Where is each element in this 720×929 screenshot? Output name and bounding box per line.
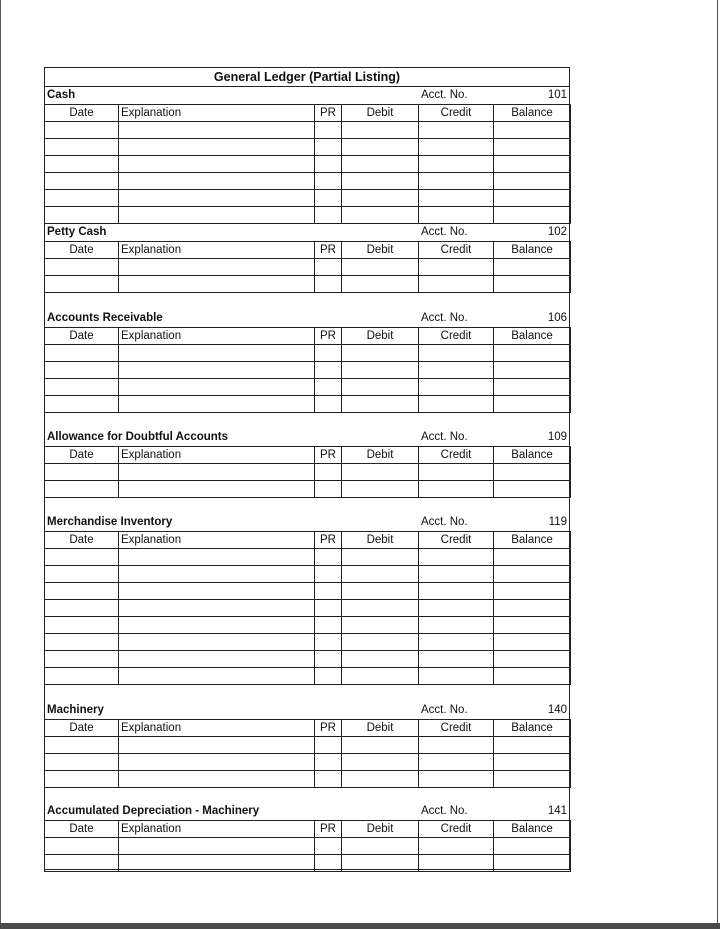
account-number: 140	[547, 704, 567, 716]
cell-explanation[interactable]	[119, 259, 315, 276]
cell-date[interactable]	[45, 566, 119, 583]
column-header-explanation: Explanation	[119, 328, 315, 345]
cell-credit[interactable]	[419, 173, 494, 190]
cell-balance[interactable]	[494, 379, 571, 396]
cell-balance[interactable]	[494, 566, 571, 583]
table-row	[45, 481, 571, 498]
account-section-merchandise-inventory	[45, 514, 569, 685]
cell-explanation[interactable]	[119, 396, 315, 413]
column-header-row	[45, 328, 571, 345]
table-row	[45, 737, 571, 754]
cell-explanation[interactable]	[119, 464, 315, 481]
column-header-date: Date	[45, 821, 119, 838]
account-section-accumulated-depreciation-machinery	[45, 803, 569, 872]
column-header-row	[45, 242, 571, 259]
cell-credit[interactable]	[419, 634, 494, 651]
table-row	[45, 566, 571, 583]
cell-pr[interactable]	[315, 838, 342, 855]
column-header-balance: Balance	[494, 242, 571, 259]
cell-balance[interactable]	[494, 634, 571, 651]
cell-debit[interactable]	[342, 771, 419, 788]
cell-debit[interactable]	[342, 276, 419, 293]
column-header-debit: Debit	[342, 242, 419, 259]
cell-date[interactable]	[45, 634, 119, 651]
table-row	[45, 600, 571, 617]
account-number: 119	[548, 516, 567, 528]
cell-date[interactable]	[45, 345, 119, 362]
table-row	[45, 754, 571, 771]
column-header-explanation: Explanation	[119, 720, 315, 737]
column-header-date: Date	[45, 328, 119, 345]
cell-balance[interactable]	[494, 396, 571, 413]
cell-pr[interactable]	[315, 771, 342, 788]
column-header-credit: Credit	[419, 532, 494, 549]
cell-debit[interactable]	[342, 617, 419, 634]
cell-date[interactable]	[45, 617, 119, 634]
column-header-explanation: Explanation	[119, 242, 315, 259]
cell-explanation[interactable]	[119, 122, 315, 139]
account-number: 102	[547, 226, 567, 238]
cell-pr[interactable]	[315, 583, 342, 600]
account-section-cash	[45, 87, 569, 224]
cell-pr[interactable]	[315, 634, 342, 651]
column-header-row	[45, 447, 571, 464]
column-header-balance: Balance	[494, 532, 571, 549]
cell-balance[interactable]	[494, 771, 571, 788]
cell-balance[interactable]	[494, 122, 571, 139]
column-header-pr: PR	[315, 242, 342, 259]
cell-debit[interactable]	[342, 396, 419, 413]
account-header	[45, 514, 569, 531]
account-header	[45, 224, 569, 241]
cell-debit[interactable]	[342, 139, 419, 156]
cell-debit[interactable]	[342, 634, 419, 651]
cell-debit[interactable]	[342, 583, 419, 600]
column-header-row	[45, 532, 571, 549]
cell-pr[interactable]	[315, 464, 342, 481]
cell-debit[interactable]	[342, 600, 419, 617]
cell-balance[interactable]	[494, 464, 571, 481]
cell-pr[interactable]	[315, 259, 342, 276]
cell-debit[interactable]	[342, 379, 419, 396]
cell-pr[interactable]	[315, 362, 342, 379]
table-row	[45, 379, 571, 396]
table-row	[45, 464, 571, 481]
column-header-date: Date	[45, 105, 119, 122]
cell-explanation[interactable]	[119, 737, 315, 754]
cell-date[interactable]	[45, 464, 119, 481]
column-header-credit: Credit	[419, 242, 494, 259]
cell-date[interactable]	[45, 207, 119, 224]
table-row	[45, 122, 571, 139]
cell-pr[interactable]	[315, 668, 342, 685]
column-header-explanation: Explanation	[119, 532, 315, 549]
column-header-pr: PR	[315, 720, 342, 737]
ledger-table	[44, 327, 571, 413]
cell-pr[interactable]	[315, 276, 342, 293]
acct-no-label: Acct. No.	[421, 89, 468, 101]
cell-date[interactable]	[45, 668, 119, 685]
cell-debit[interactable]	[342, 259, 419, 276]
cell-credit[interactable]	[419, 651, 494, 668]
account-number: 106	[547, 312, 567, 324]
column-header-credit: Credit	[419, 447, 494, 464]
column-header-balance: Balance	[494, 720, 571, 737]
table-row	[45, 362, 571, 379]
cell-balance[interactable]	[494, 156, 571, 173]
table-row	[45, 345, 571, 362]
cell-balance[interactable]	[494, 737, 571, 754]
cell-explanation[interactable]	[119, 156, 315, 173]
cell-debit[interactable]	[342, 549, 419, 566]
cell-date[interactable]	[45, 771, 119, 788]
cell-credit[interactable]	[419, 362, 494, 379]
cell-debit[interactable]	[342, 345, 419, 362]
cell-credit[interactable]	[419, 771, 494, 788]
cell-pr[interactable]	[315, 156, 342, 173]
cell-pr[interactable]	[315, 207, 342, 224]
cell-balance[interactable]	[494, 276, 571, 293]
account-name: Cash	[47, 89, 76, 101]
cell-credit[interactable]	[419, 345, 494, 362]
column-header-balance: Balance	[494, 821, 571, 838]
cell-explanation[interactable]	[119, 173, 315, 190]
cell-credit[interactable]	[419, 617, 494, 634]
column-header-debit: Debit	[342, 447, 419, 464]
cell-pr[interactable]	[315, 737, 342, 754]
cell-explanation[interactable]	[119, 600, 315, 617]
column-header-date: Date	[45, 720, 119, 737]
viewer-bottom-bar	[0, 923, 720, 929]
table-row	[45, 838, 571, 855]
table-row	[45, 549, 571, 566]
cell-balance[interactable]	[494, 583, 571, 600]
cell-balance[interactable]	[494, 207, 571, 224]
cell-credit[interactable]	[419, 668, 494, 685]
column-header-debit: Debit	[342, 328, 419, 345]
cell-debit[interactable]	[342, 737, 419, 754]
cell-pr[interactable]	[315, 651, 342, 668]
cell-balance[interactable]	[494, 651, 571, 668]
cell-pr[interactable]	[315, 173, 342, 190]
column-header-balance: Balance	[494, 328, 571, 345]
cell-pr[interactable]	[315, 379, 342, 396]
cell-debit[interactable]	[342, 566, 419, 583]
cell-debit[interactable]	[342, 855, 419, 872]
cell-credit[interactable]	[419, 379, 494, 396]
cell-explanation[interactable]	[119, 276, 315, 293]
ledger-table	[44, 241, 571, 293]
account-section-accounts-receivable	[45, 310, 569, 413]
cell-credit[interactable]	[419, 122, 494, 139]
cell-balance[interactable]	[494, 481, 571, 498]
cell-explanation[interactable]	[119, 481, 315, 498]
cell-date[interactable]	[45, 754, 119, 771]
cell-debit[interactable]	[342, 190, 419, 207]
column-header-date: Date	[45, 532, 119, 549]
table-row	[45, 396, 571, 413]
ledger-table	[44, 820, 571, 872]
cell-credit[interactable]	[419, 566, 494, 583]
cell-credit[interactable]	[419, 583, 494, 600]
acct-no-label: Acct. No.	[421, 516, 468, 528]
cell-explanation[interactable]	[119, 838, 315, 855]
cell-explanation[interactable]	[119, 651, 315, 668]
account-header	[45, 429, 569, 446]
cell-credit[interactable]	[419, 754, 494, 771]
cell-explanation[interactable]	[119, 207, 315, 224]
cell-debit[interactable]	[342, 464, 419, 481]
cell-credit[interactable]	[419, 838, 494, 855]
cell-credit[interactable]	[419, 396, 494, 413]
cell-pr[interactable]	[315, 617, 342, 634]
column-header-explanation: Explanation	[119, 447, 315, 464]
table-row	[45, 139, 571, 156]
table-row	[45, 651, 571, 668]
cell-credit[interactable]	[419, 190, 494, 207]
cell-balance[interactable]	[494, 838, 571, 855]
cell-date[interactable]	[45, 173, 119, 190]
cell-date[interactable]	[45, 651, 119, 668]
account-header	[45, 310, 569, 327]
cell-explanation[interactable]	[119, 668, 315, 685]
column-header-date: Date	[45, 447, 119, 464]
cell-explanation[interactable]	[119, 583, 315, 600]
cell-credit[interactable]	[419, 464, 494, 481]
account-number: 101	[547, 89, 567, 101]
account-name: Petty Cash	[47, 226, 107, 238]
cell-balance[interactable]	[494, 362, 571, 379]
account-name: Accounts Receivable	[47, 312, 163, 324]
column-header-credit: Credit	[419, 105, 494, 122]
cell-credit[interactable]	[419, 276, 494, 293]
cell-explanation[interactable]	[119, 855, 315, 872]
cell-debit[interactable]	[342, 668, 419, 685]
table-row	[45, 190, 571, 207]
cell-explanation[interactable]	[119, 139, 315, 156]
column-header-pr: PR	[315, 532, 342, 549]
cell-explanation[interactable]	[119, 566, 315, 583]
column-header-debit: Debit	[342, 105, 419, 122]
cell-pr[interactable]	[315, 396, 342, 413]
table-row	[45, 207, 571, 224]
cell-credit[interactable]	[419, 549, 494, 566]
cell-credit[interactable]	[419, 156, 494, 173]
table-row	[45, 156, 571, 173]
column-header-debit: Debit	[342, 821, 419, 838]
cell-explanation[interactable]	[119, 345, 315, 362]
cell-date[interactable]	[45, 139, 119, 156]
cell-debit[interactable]	[342, 207, 419, 224]
column-header-pr: PR	[315, 105, 342, 122]
acct-no-label: Acct. No.	[421, 226, 468, 238]
cell-balance[interactable]	[494, 139, 571, 156]
column-header-balance: Balance	[494, 105, 571, 122]
cell-credit[interactable]	[419, 139, 494, 156]
cell-debit[interactable]	[342, 481, 419, 498]
account-name: Allowance for Doubtful Accounts	[47, 431, 229, 443]
table-row	[45, 583, 571, 600]
cell-pr[interactable]	[315, 566, 342, 583]
column-header-pr: PR	[315, 328, 342, 345]
account-header	[45, 87, 569, 104]
cell-balance[interactable]	[494, 754, 571, 771]
cell-balance[interactable]	[494, 259, 571, 276]
ledger-table	[44, 446, 571, 498]
cell-date[interactable]	[45, 583, 119, 600]
account-header	[45, 803, 569, 820]
cell-balance[interactable]	[494, 617, 571, 634]
cell-pr[interactable]	[315, 549, 342, 566]
cell-date[interactable]	[45, 481, 119, 498]
cell-balance[interactable]	[494, 190, 571, 207]
cell-balance[interactable]	[494, 173, 571, 190]
general-ledger	[44, 67, 570, 870]
cell-explanation[interactable]	[119, 617, 315, 634]
account-name: Merchandise Inventory	[47, 516, 173, 528]
cell-pr[interactable]	[315, 190, 342, 207]
cell-explanation[interactable]	[119, 771, 315, 788]
cell-date[interactable]	[45, 379, 119, 396]
cell-balance[interactable]	[494, 549, 571, 566]
cell-date[interactable]	[45, 600, 119, 617]
column-header-debit: Debit	[342, 720, 419, 737]
cell-credit[interactable]	[419, 207, 494, 224]
account-name: Accumulated Depreciation - Machinery	[47, 805, 260, 817]
account-section-machinery	[45, 702, 569, 788]
ledger-table	[44, 531, 571, 685]
cell-date[interactable]	[45, 549, 119, 566]
cell-balance[interactable]	[494, 345, 571, 362]
ledger-title: General Ledger (Partial Listing)	[45, 68, 569, 87]
table-row	[45, 259, 571, 276]
acct-no-label: Acct. No.	[421, 312, 468, 324]
cell-credit[interactable]	[419, 481, 494, 498]
account-section-petty-cash	[45, 224, 569, 293]
cell-date[interactable]	[45, 838, 119, 855]
cell-date[interactable]	[45, 737, 119, 754]
table-row	[45, 855, 571, 872]
cell-date[interactable]	[45, 362, 119, 379]
cell-credit[interactable]	[419, 855, 494, 872]
column-header-credit: Credit	[419, 328, 494, 345]
account-section-allowance-for-doubtful-accounts	[45, 429, 569, 498]
column-header-debit: Debit	[342, 532, 419, 549]
ledger-table	[44, 104, 571, 224]
cell-pr[interactable]	[315, 600, 342, 617]
column-header-row	[45, 821, 571, 838]
cell-credit[interactable]	[419, 259, 494, 276]
cell-balance[interactable]	[494, 668, 571, 685]
column-header-balance: Balance	[494, 447, 571, 464]
cell-pr[interactable]	[315, 122, 342, 139]
cell-debit[interactable]	[342, 754, 419, 771]
acct-no-label: Acct. No.	[421, 805, 468, 817]
column-header-row	[45, 105, 571, 122]
cell-pr[interactable]	[315, 481, 342, 498]
column-header-explanation: Explanation	[119, 105, 315, 122]
cell-date[interactable]	[45, 190, 119, 207]
table-row	[45, 173, 571, 190]
cell-debit[interactable]	[342, 173, 419, 190]
cell-pr[interactable]	[315, 855, 342, 872]
cell-explanation[interactable]	[119, 634, 315, 651]
column-header-date: Date	[45, 242, 119, 259]
column-header-credit: Credit	[419, 720, 494, 737]
cell-credit[interactable]	[419, 737, 494, 754]
column-header-explanation: Explanation	[119, 821, 315, 838]
cell-debit[interactable]	[342, 362, 419, 379]
account-header	[45, 702, 569, 719]
column-header-pr: PR	[315, 447, 342, 464]
table-row	[45, 668, 571, 685]
table-row	[45, 276, 571, 293]
column-header-row	[45, 720, 571, 737]
cell-date[interactable]	[45, 156, 119, 173]
cell-explanation[interactable]	[119, 379, 315, 396]
cell-explanation[interactable]	[119, 549, 315, 566]
cell-date[interactable]	[45, 276, 119, 293]
account-number: 109	[547, 431, 567, 443]
account-name: Machinery	[47, 704, 104, 716]
cell-date[interactable]	[45, 259, 119, 276]
cell-debit[interactable]	[342, 122, 419, 139]
cell-date[interactable]	[45, 855, 119, 872]
cell-explanation[interactable]	[119, 754, 315, 771]
cell-debit[interactable]	[342, 651, 419, 668]
table-row	[45, 634, 571, 651]
table-row	[45, 617, 571, 634]
table-row	[45, 771, 571, 788]
column-header-pr: PR	[315, 821, 342, 838]
cell-balance[interactable]	[494, 600, 571, 617]
cell-pr[interactable]	[315, 754, 342, 771]
account-number: 141	[547, 805, 567, 817]
cell-credit[interactable]	[419, 600, 494, 617]
cell-balance[interactable]	[494, 855, 571, 872]
cell-explanation[interactable]	[119, 362, 315, 379]
cell-date[interactable]	[45, 396, 119, 413]
column-header-credit: Credit	[419, 821, 494, 838]
acct-no-label: Acct. No.	[421, 431, 468, 443]
ledger-table	[44, 719, 571, 788]
cell-pr[interactable]	[315, 345, 342, 362]
cell-date[interactable]	[45, 122, 119, 139]
cell-debit[interactable]	[342, 156, 419, 173]
cell-pr[interactable]	[315, 139, 342, 156]
acct-no-label: Acct. No.	[421, 704, 468, 716]
cell-explanation[interactable]	[119, 190, 315, 207]
cell-debit[interactable]	[342, 838, 419, 855]
